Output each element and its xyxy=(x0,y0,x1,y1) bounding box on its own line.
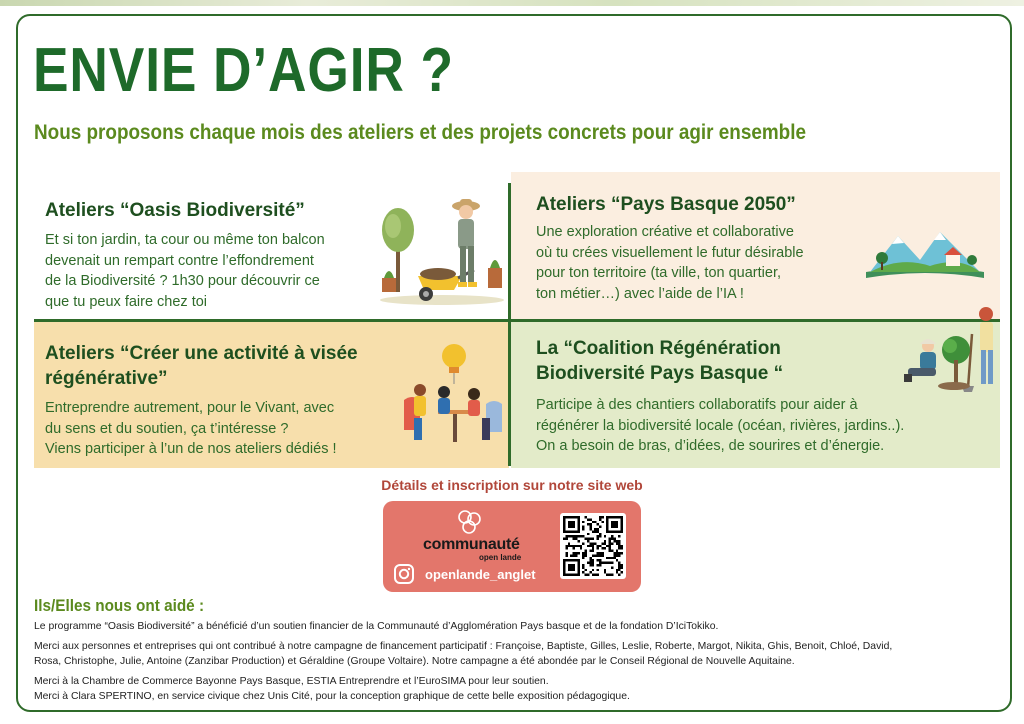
panel-3-title: Ateliers “Créer une activité à visée régénérative” xyxy=(45,343,358,390)
top-decorative-strip xyxy=(0,0,1024,6)
credits-paragraph-3: Merci à la Chambre de Commerce Bayonne Pays Basque, ESTIA Entreprendre et l’EuroSIMA pour leur soutien. Merci à Clara SPERTINO, en service civique chez Unis Cité, pour la conception graphique de cette belle exposition pédagogique. xyxy=(34,675,630,703)
vertical-divider xyxy=(508,183,511,466)
credits-paragraph-1: Le programme “Oasis Biodiversité” a bénéficié d’un soutien financier de la Communauté d’Agglomération Pays basque et de la fondation D’IciTokiko. xyxy=(34,621,719,632)
gardener-wheelbarrow-icon xyxy=(378,196,506,306)
horizontal-divider xyxy=(34,319,1000,322)
landscape-book-icon xyxy=(862,220,988,284)
instagram-icon[interactable] xyxy=(393,563,415,585)
panel-4-title: La “Coalition Régénération Biodiversité Pays Basque “ xyxy=(536,338,784,385)
people-planting-tree-icon xyxy=(902,304,998,396)
signup-badge[interactable] xyxy=(383,501,641,592)
panel-3-text: Entreprendre autrement, pour le Vivant, avec du sens et du soutien, ça t’intéresse ? Viens participer à l’un de nos ateliers dédiés ! xyxy=(45,400,337,458)
credits-paragraph-2: Merci aux personnes et entreprises qui ont contribué à notre campagne de financement participatif : Françoise, Baptiste, Gilles, Leslie, Roberte, Margot, Nikita, Ghis, Benoit, Chloé, David, Rosa, Christophe, Julie, Antoine (Zanzibar Production) et Géraldine (Groupe Voltaire). Notre campagne a été abondée par le Conseil Régional de Nouvelle Aquitaine. xyxy=(34,640,893,668)
credits-title: Ils/Elles nous ont aidé : xyxy=(34,596,205,615)
brand-subname: open lande xyxy=(479,553,522,562)
meeting-lightbulb-icon xyxy=(402,340,506,446)
panel-1-title: Ateliers “Oasis Biodiversité” xyxy=(45,200,305,221)
panel-2-title: Ateliers “Pays Basque 2050” xyxy=(536,194,796,215)
credits-block xyxy=(34,619,994,709)
instagram-handle[interactable]: openlande_anglet xyxy=(425,567,536,582)
panel-4-text: Participe à des chantiers collaboratifs pour aider à régénérer la biodiversité locale (océan, rivières, jardins..). On a besoin de bras, d’idées, de sourires et d’énergie. xyxy=(536,397,905,455)
page-subtitle: Nous proposons chaque mois des ateliers et des projets concrets pour agir ensemble xyxy=(34,121,806,144)
qr-code-icon[interactable] xyxy=(560,513,626,579)
brand-name: communauté xyxy=(423,536,520,553)
page-title: ENVIE D’AGIR ? xyxy=(33,36,454,105)
community-logo-icon xyxy=(455,507,485,537)
panel-1-text: Et si ton jardin, ta cour ou même ton balcon devenait un rempart contre l’effondrement de la Biodiversité ? 1h30 pour découvrir ce que tu peux faire chez toi xyxy=(45,232,325,310)
panel-2-text: Une exploration créative et collaborative où tu crées visuellement le futur désirable pour ton territoire (ta ville, ton quartier, ton métier…) avec l’aide de l’IA ! xyxy=(536,224,804,302)
qr-code-pattern xyxy=(563,516,623,576)
signup-details-label: Détails et inscription sur notre site web xyxy=(381,477,643,493)
